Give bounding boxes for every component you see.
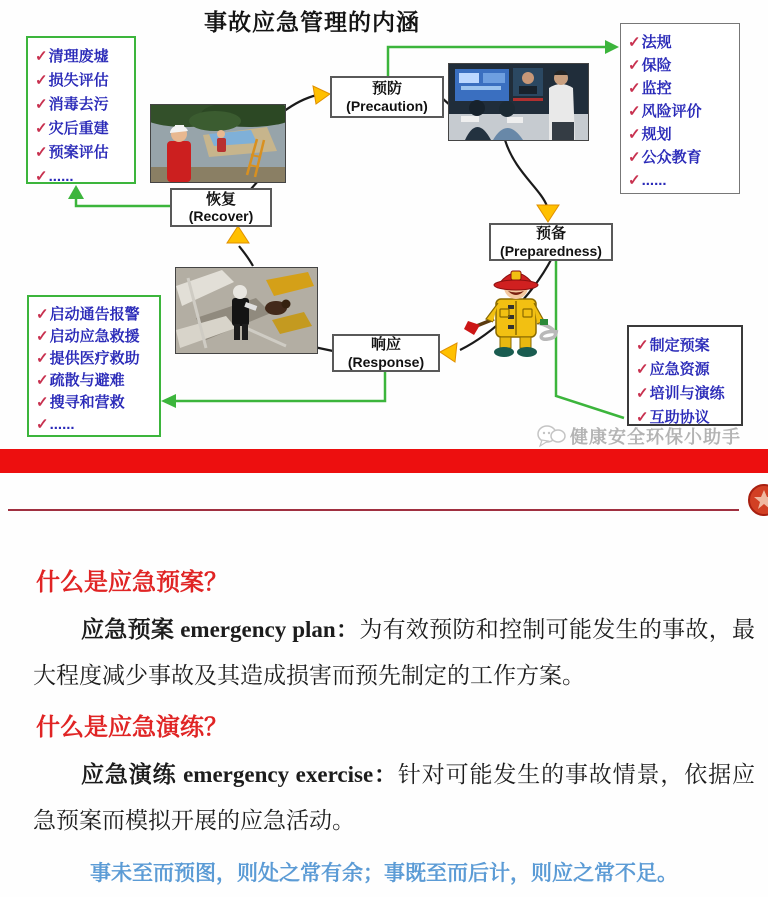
check-item-label: 风险评价 bbox=[641, 103, 702, 120]
check-icon: ✓ bbox=[636, 409, 649, 426]
check-item bbox=[35, 69, 132, 93]
check-item bbox=[35, 165, 132, 189]
control-room-meeting-photo bbox=[448, 63, 589, 141]
check-item bbox=[36, 326, 157, 348]
check-item-label: 清理废墟 bbox=[48, 48, 109, 65]
check-item-label: 疏散与避难 bbox=[49, 372, 125, 389]
stage-label-en: (Preparedness) bbox=[500, 242, 602, 259]
precaution-activities-list bbox=[620, 23, 740, 194]
check-icon: ✓ bbox=[628, 103, 641, 120]
check-item-label: 制定预案 bbox=[649, 337, 710, 354]
definition-lead-plan: 应急预案 emergency plan： bbox=[81, 617, 360, 642]
check-item bbox=[628, 169, 737, 192]
check-icon: ✓ bbox=[35, 168, 48, 185]
check-item-label: ...... bbox=[49, 416, 75, 433]
check-item bbox=[628, 100, 737, 123]
check-item bbox=[36, 414, 157, 436]
recovery-rebuilding-photo bbox=[150, 104, 286, 183]
check-item bbox=[36, 304, 157, 326]
check-item-label: 规划 bbox=[641, 126, 672, 143]
check-item-label: 搜寻和营救 bbox=[49, 394, 125, 411]
stage-box-precaution bbox=[330, 76, 444, 118]
check-item-label: 互助协议 bbox=[649, 409, 710, 426]
check-item bbox=[628, 146, 737, 169]
stage-box-preparedness bbox=[489, 223, 613, 261]
firefighter-cartoon bbox=[460, 263, 576, 363]
control-room-photo-art bbox=[449, 64, 588, 140]
footer-quote: 事未至而预图，则处之常有余；事既至而后计，则应之常不足。 bbox=[90, 862, 678, 885]
check-item-label: 消毒去污 bbox=[48, 96, 109, 113]
stage-box-recover bbox=[170, 188, 272, 227]
check-item-label: 公众教育 bbox=[641, 149, 702, 166]
check-icon: ✓ bbox=[636, 337, 649, 354]
check-icon: ✓ bbox=[636, 361, 649, 378]
stage-label-zh: 恢复 bbox=[205, 190, 236, 208]
check-icon: ✓ bbox=[36, 306, 49, 323]
stage-label-en: (Precaution) bbox=[346, 97, 428, 114]
check-icon: ✓ bbox=[628, 34, 641, 51]
stage-label-zh: 预防 bbox=[371, 80, 402, 98]
question-heading-plan: 什么是应急预案？ bbox=[36, 569, 228, 596]
stage-label-zh: 响应 bbox=[370, 336, 401, 354]
check-item-label: 提供医疗救助 bbox=[49, 350, 140, 367]
check-item-label: 启动应急救援 bbox=[49, 328, 140, 345]
stage-label-zh: 预备 bbox=[535, 225, 566, 243]
firefighter-cartoon-art bbox=[460, 263, 576, 363]
check-icon: ✓ bbox=[628, 80, 641, 97]
check-icon: ✓ bbox=[36, 328, 49, 345]
check-item bbox=[35, 141, 132, 165]
definition-paragraph-plan bbox=[33, 607, 755, 699]
definition-body-plan: 为有效预防和控制可能发生的事故，最大程度减少事故及其造成损害而预先制定的工作方案。 bbox=[33, 617, 755, 688]
check-item bbox=[636, 334, 739, 358]
check-item bbox=[35, 45, 132, 69]
check-item-label: 培训与演练 bbox=[649, 385, 725, 402]
question-heading-exercise: 什么是应急演练？ bbox=[36, 714, 228, 741]
check-item-label: 预案评估 bbox=[48, 144, 109, 161]
check-icon: ✓ bbox=[628, 172, 641, 189]
check-icon: ✓ bbox=[628, 126, 641, 143]
check-item-label: 灾后重建 bbox=[48, 120, 109, 137]
rubble-search-rescue-photo bbox=[175, 267, 318, 354]
red-banner bbox=[0, 449, 768, 473]
check-icon: ✓ bbox=[36, 350, 49, 367]
watermark-text: 健康安全环保小助手 bbox=[570, 427, 741, 447]
check-item bbox=[628, 54, 737, 77]
check-item-label: 损失评估 bbox=[48, 72, 109, 89]
watermark bbox=[536, 423, 741, 449]
check-item bbox=[36, 348, 157, 370]
check-icon: ✓ bbox=[36, 416, 49, 433]
check-icon: ✓ bbox=[628, 149, 641, 166]
check-item-label: 保险 bbox=[641, 57, 672, 74]
stage-label-en: (Response) bbox=[347, 353, 425, 370]
chat-bubbles-icon bbox=[536, 424, 566, 448]
preparedness-activities-list bbox=[627, 325, 743, 426]
check-item-label: 应急资源 bbox=[649, 361, 710, 378]
response-activities-list bbox=[27, 295, 161, 437]
check-icon: ✓ bbox=[35, 144, 48, 161]
check-item bbox=[628, 123, 737, 146]
check-icon: ✓ bbox=[36, 394, 49, 411]
check-icon: ✓ bbox=[35, 72, 48, 89]
divider-line bbox=[8, 509, 739, 511]
check-item bbox=[636, 358, 739, 382]
check-item bbox=[36, 370, 157, 392]
check-item-label: ...... bbox=[48, 168, 74, 185]
check-item bbox=[35, 93, 132, 117]
stage-label-en: (Recover) bbox=[188, 208, 254, 225]
definition-body-exercise: 针对可能发生的事故情景，依据应急预案而模拟开展的应急活动。 bbox=[33, 762, 756, 833]
check-item-label: 法规 bbox=[641, 34, 672, 51]
check-item-label: 监控 bbox=[641, 80, 672, 97]
check-icon: ✓ bbox=[628, 57, 641, 74]
rubble-photo-art bbox=[176, 268, 317, 353]
check-item-label: ...... bbox=[641, 172, 667, 189]
definition-lead-exercise: 应急演练 emergency exercise： bbox=[81, 762, 398, 787]
recovery-photo-art bbox=[151, 105, 285, 182]
recover-activities-list bbox=[26, 36, 136, 184]
stage-box-response bbox=[332, 334, 440, 372]
check-icon: ✓ bbox=[35, 96, 48, 113]
check-item bbox=[636, 382, 739, 406]
check-icon: ✓ bbox=[636, 385, 649, 402]
check-icon: ✓ bbox=[35, 120, 48, 137]
check-icon: ✓ bbox=[36, 372, 49, 389]
check-item bbox=[628, 77, 737, 100]
check-item bbox=[628, 31, 737, 54]
check-item bbox=[35, 117, 132, 141]
red-emblem-logo bbox=[747, 483, 768, 517]
check-icon: ✓ bbox=[35, 48, 48, 65]
check-item bbox=[36, 392, 157, 414]
definition-paragraph-exercise bbox=[33, 752, 755, 844]
check-item-label: 启动通告报警 bbox=[49, 306, 140, 323]
page-title: 事故应急管理的内涵 bbox=[204, 9, 420, 35]
